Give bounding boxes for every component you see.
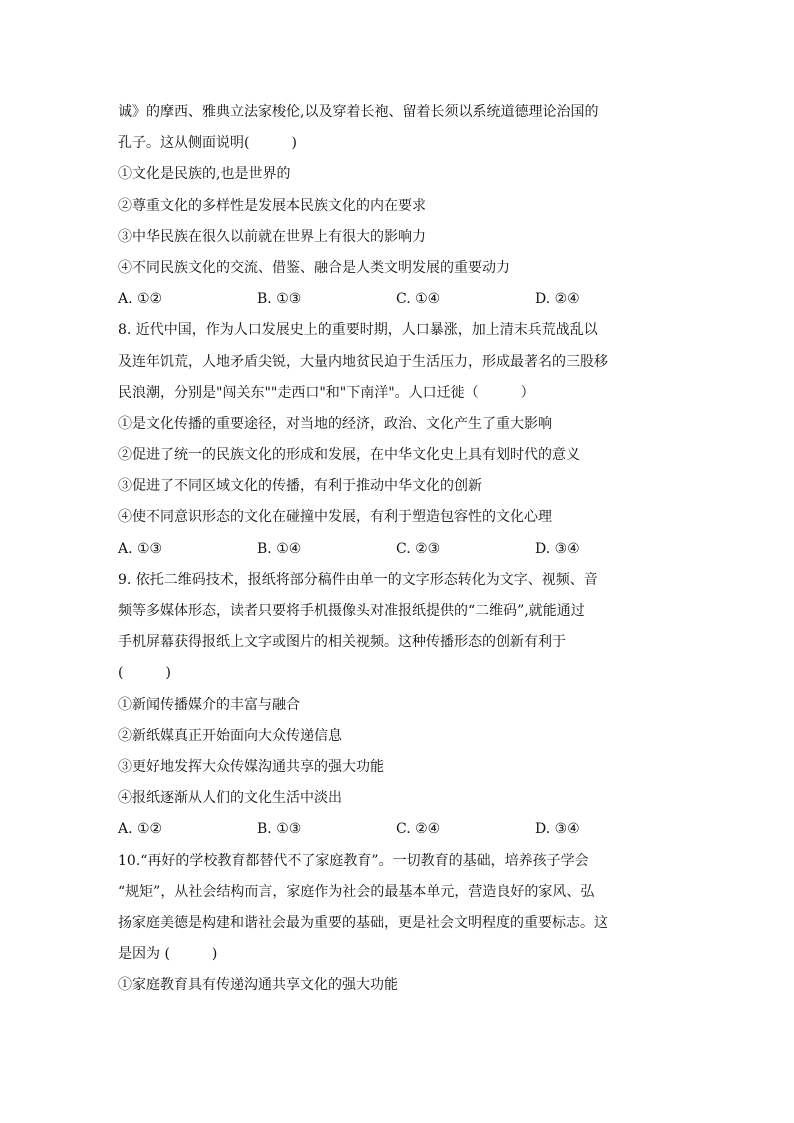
question-stem-line: ( ) xyxy=(118,665,171,682)
question-stem-line: 10.“再好的学校教育都替代不了家庭教育”。一切教育的基础，培养孩子学会 xyxy=(118,852,589,869)
option-a: A. ①③ xyxy=(118,540,163,557)
statement-item: ④报纸逐渐从人们的文化生活中淡出 xyxy=(118,790,342,807)
answer-options xyxy=(118,814,678,845)
statement-item: ①家庭教育具有传递沟通共享文化的强大功能 xyxy=(118,977,398,994)
option-a: A. ①② xyxy=(118,291,163,308)
question-stem-line: 孔子。这从侧面说明( ) xyxy=(118,135,297,152)
option-d: D. ③④ xyxy=(535,540,580,557)
option-c: C. ②④ xyxy=(396,821,441,838)
question-stem-line: 是因为 ( ) xyxy=(118,946,218,963)
option-b: B. ①③ xyxy=(257,291,302,308)
question-7 xyxy=(118,97,678,315)
statement-item: ③中华民族在很久以前就在世界上有很大的影响力 xyxy=(118,228,426,245)
question-stem-line: 频等多媒体形态，读者只要将手机摄像头对准报纸提供的“二维码”,就能通过 xyxy=(118,603,585,619)
statement-item: ①是文化传播的重要途径，对当地的经济，政治、文化产生了重大影响 xyxy=(118,415,552,432)
statement-item: ①新闻传播媒介的丰富与融合 xyxy=(118,696,300,713)
statement-item: ②新纸媒真正开始面向大众传递信息 xyxy=(118,727,342,744)
option-c: C. ②③ xyxy=(396,540,441,557)
statement-item: ③更好地发挥大众传媒沟通共享的强大功能 xyxy=(118,758,384,775)
question-9 xyxy=(118,565,678,846)
statement-item: ③促进了不同区域文化的传播，有利于推动中华文化的创新 xyxy=(118,478,482,495)
option-b: B. ①④ xyxy=(257,540,302,557)
option-b: B. ①③ xyxy=(257,821,302,838)
question-stem-line: 扬家庭美德是构建和谐社会最为重要的基础，更是社会文明程度的重要标志。这 xyxy=(118,914,608,931)
question-stem-line: 手机屏幕获得报纸上文字或图片的相关视频。这种传播形态的创新有利于 xyxy=(118,634,566,651)
statement-item: ②促进了统一的民族文化的形成和发展，在中华文化史上具有划时代的意义 xyxy=(118,447,580,464)
question-stem-line: 诚》的摩西、雅典立法家梭伦,以及穿着长袍、留着长须以系统道德理论治国的 xyxy=(118,104,599,120)
option-a: A. ①② xyxy=(118,821,163,838)
question-stem-line: 9. 依托二维码技术，报纸将部分稿件由单一的文字形态转化为文字、视频、音 xyxy=(118,571,598,588)
question-stem-line: “规矩”，从社会结构而言，家庭作为社会的最基本单元，营造良好的家风、弘 xyxy=(118,883,595,900)
answer-options xyxy=(118,534,678,565)
question-10 xyxy=(118,846,678,1002)
document-page xyxy=(118,97,678,1001)
option-d: D. ②④ xyxy=(535,291,580,308)
statement-item: ②尊重文化的多样性是发展本民族文化的内在要求 xyxy=(118,197,426,214)
option-c: C. ①④ xyxy=(396,291,441,308)
question-8 xyxy=(118,315,678,565)
question-stem-line: 8. 近代中国，作为人口发展史上的重要时期，人口暴涨，加上清末兵荒战乱以 xyxy=(118,322,598,339)
question-stem-line: 及连年饥荒，人地矛盾尖锐，大量内地贫民迫于生活压力，形成最著名的三股移 xyxy=(118,353,608,370)
option-d: D. ③④ xyxy=(535,821,580,838)
answer-options xyxy=(118,284,678,315)
statement-item: ④不同民族文化的交流、借鉴、融合是人类文明发展的重要动力 xyxy=(118,259,510,276)
question-stem-line: 民浪潮，分别是"闯关东""走西口"和"下南洋"。人口迁徙（ ） xyxy=(118,384,535,401)
statement-item: ①文化是民族的,也是世界的 xyxy=(118,166,291,183)
statement-item: ④使不同意识形态的文化在碰撞中发展，有利于塑造包容性的文化心理 xyxy=(118,509,552,526)
